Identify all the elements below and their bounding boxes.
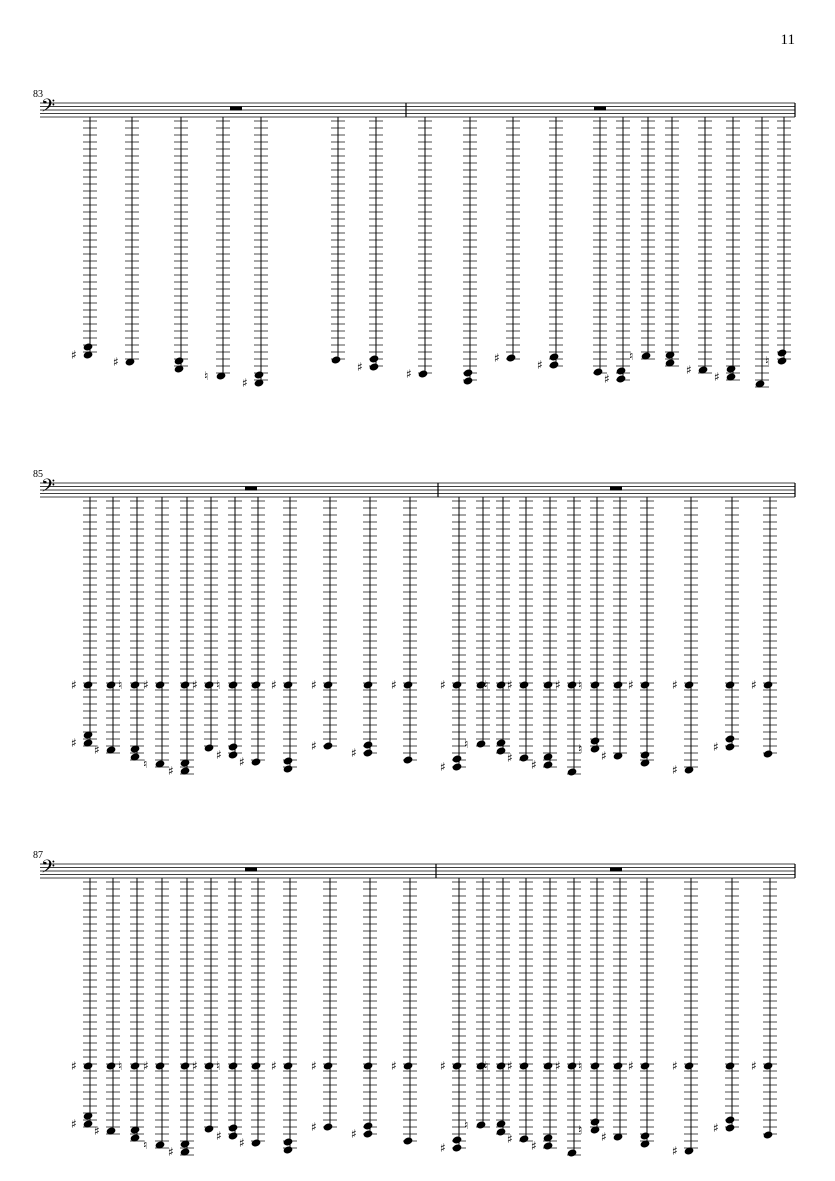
notehead <box>725 680 736 689</box>
sharp-icon: ♯ <box>113 355 119 369</box>
notehead <box>363 1061 374 1070</box>
notehead <box>777 356 788 365</box>
sharp-icon: ♯ <box>440 1141 446 1155</box>
sharp-icon: ♯ <box>71 736 77 750</box>
notehead <box>519 753 530 762</box>
notehead <box>763 1061 774 1070</box>
sharp-icon: ♯ <box>71 678 77 692</box>
whole-rest-icon <box>230 107 242 111</box>
notehead <box>640 680 651 689</box>
sharp-icon: ♯ <box>601 1130 607 1144</box>
natural-icon: ♮ <box>216 1059 221 1073</box>
notehead <box>452 1061 463 1070</box>
sharp-icon: ♯ <box>672 763 678 777</box>
natural-icon: ♮ <box>143 757 148 771</box>
notehead <box>452 1135 463 1144</box>
sharp-icon: ♯ <box>357 360 363 374</box>
notehead <box>590 736 601 745</box>
notehead <box>228 1131 239 1140</box>
notehead <box>613 1061 624 1070</box>
notehead <box>640 1061 651 1070</box>
notehead <box>543 1061 554 1070</box>
natural-icon: ♮ <box>578 742 583 756</box>
notehead <box>763 1130 774 1139</box>
notehead <box>130 1061 141 1070</box>
notehead <box>83 680 94 689</box>
notehead <box>567 1148 578 1157</box>
notehead <box>640 750 651 759</box>
notehead <box>363 748 374 757</box>
whole-rest-icon <box>610 868 622 872</box>
notehead <box>463 368 474 377</box>
notehead <box>363 680 374 689</box>
notehead <box>506 353 517 362</box>
sharp-icon: ♯ <box>440 760 446 774</box>
sharp-icon: ♯ <box>168 1145 174 1159</box>
sharp-icon: ♯ <box>351 746 357 760</box>
notehead <box>323 680 334 689</box>
sharp-icon: ♯ <box>192 678 198 692</box>
notehead <box>83 342 94 351</box>
notehead <box>204 743 215 752</box>
notehead <box>725 1115 736 1124</box>
notehead <box>403 680 414 689</box>
natural-icon: ♮ <box>118 678 123 692</box>
notehead <box>363 740 374 749</box>
measure-number: 87 <box>33 850 43 861</box>
notehead <box>251 1061 262 1070</box>
natural-icon: ♮ <box>578 1059 583 1073</box>
sharp-icon: ♯ <box>311 739 317 753</box>
notehead <box>228 742 239 751</box>
notehead <box>543 680 554 689</box>
page-number: 11 <box>780 32 795 48</box>
notehead <box>363 1129 374 1138</box>
notehead <box>519 1134 530 1143</box>
notehead <box>228 1123 239 1132</box>
notehead <box>204 1124 215 1133</box>
notehead <box>283 1145 294 1154</box>
notehead <box>228 750 239 759</box>
bass-clef-icon: 𝄢 <box>41 857 56 882</box>
sharp-icon: ♯ <box>71 1059 77 1073</box>
notehead <box>549 352 560 361</box>
natural-icon: ♮ <box>464 1118 469 1132</box>
sharp-icon: ♯ <box>713 740 719 754</box>
notehead <box>106 1061 117 1070</box>
notehead <box>418 369 429 378</box>
notehead <box>403 755 414 764</box>
notehead <box>283 1137 294 1146</box>
sharp-icon: ♯ <box>555 678 561 692</box>
notehead <box>567 1061 578 1070</box>
sharp-icon: ♯ <box>751 1059 757 1073</box>
sharp-icon: ♯ <box>216 748 222 762</box>
sharp-icon: ♯ <box>537 358 543 372</box>
notehead <box>543 760 554 769</box>
notehead <box>403 1136 414 1145</box>
sharp-icon: ♯ <box>351 1127 357 1141</box>
notehead <box>590 1117 601 1126</box>
natural-icon: ♮ <box>629 349 634 363</box>
sharp-icon: ♯ <box>168 764 174 778</box>
sharp-icon: ♯ <box>311 1059 317 1073</box>
notehead <box>590 1061 601 1070</box>
notehead <box>452 1143 463 1152</box>
notehead <box>283 764 294 773</box>
notehead <box>283 1061 294 1070</box>
notehead <box>106 680 117 689</box>
natural-icon: ♮ <box>484 1059 489 1073</box>
natural-icon: ♮ <box>204 369 209 383</box>
notehead <box>254 370 265 379</box>
measure-number: 85 <box>33 469 43 480</box>
sharp-icon: ♯ <box>94 743 100 757</box>
notehead <box>204 680 215 689</box>
sharp-icon: ♯ <box>672 678 678 692</box>
notehead <box>323 1122 334 1131</box>
sharp-icon: ♯ <box>601 749 607 763</box>
notehead <box>496 746 507 755</box>
notehead <box>519 1061 530 1070</box>
sharp-icon: ♯ <box>604 372 610 386</box>
notehead <box>228 680 239 689</box>
notehead <box>476 1120 487 1129</box>
sharp-icon: ♯ <box>71 1117 77 1131</box>
notehead <box>777 348 788 357</box>
sharp-icon: ♯ <box>507 751 513 765</box>
sharp-icon: ♯ <box>239 755 245 769</box>
notehead <box>725 1061 736 1070</box>
sharp-icon: ♯ <box>713 1121 719 1135</box>
notehead <box>613 680 624 689</box>
sharp-icon: ♯ <box>440 1059 446 1073</box>
notehead <box>463 376 474 385</box>
notehead <box>684 680 695 689</box>
sharp-icon: ♯ <box>143 1059 149 1073</box>
notehead <box>496 1127 507 1136</box>
sharp-icon: ♯ <box>391 678 397 692</box>
notehead <box>331 355 342 364</box>
sharp-icon: ♯ <box>239 1136 245 1150</box>
notehead <box>323 741 334 750</box>
natural-icon: ♮ <box>216 678 221 692</box>
notehead <box>251 680 262 689</box>
bass-clef-icon: 𝄢 <box>41 476 56 501</box>
notehead <box>180 680 191 689</box>
sharp-icon: ♯ <box>406 367 412 381</box>
natural-icon: ♮ <box>578 678 583 692</box>
sharp-icon: ♯ <box>686 363 692 377</box>
sharp-icon: ♯ <box>507 1059 513 1073</box>
notehead <box>369 354 380 363</box>
sharp-icon: ♯ <box>507 1132 513 1146</box>
sharp-icon: ♯ <box>192 1059 198 1073</box>
natural-icon: ♮ <box>464 737 469 751</box>
sharp-icon: ♯ <box>531 758 537 772</box>
sharp-icon: ♯ <box>242 376 248 390</box>
notehead <box>155 1061 166 1070</box>
whole-rest-icon <box>245 487 257 491</box>
sharp-icon: ♯ <box>507 678 513 692</box>
sharp-icon: ♯ <box>311 1120 317 1134</box>
natural-icon: ♮ <box>765 354 770 368</box>
notehead <box>593 367 604 376</box>
notehead <box>204 1061 215 1070</box>
notehead <box>496 1061 507 1070</box>
notehead <box>369 362 380 371</box>
notehead <box>567 680 578 689</box>
whole-rest-icon <box>245 868 257 872</box>
notehead <box>640 1131 651 1140</box>
notehead <box>323 1061 334 1070</box>
sharp-icon: ♯ <box>271 678 277 692</box>
notehead <box>725 1123 736 1132</box>
notehead <box>228 1061 239 1070</box>
notehead <box>496 680 507 689</box>
whole-rest-icon <box>610 487 622 491</box>
whole-rest-icon <box>594 107 606 111</box>
notehead <box>616 374 627 383</box>
sharp-icon: ♯ <box>311 678 317 692</box>
notehead <box>180 1061 191 1070</box>
notehead <box>452 754 463 763</box>
bass-clef-icon: 𝄢 <box>41 96 56 121</box>
notehead <box>283 680 294 689</box>
notehead <box>725 734 736 743</box>
sharp-icon: ♯ <box>714 370 720 384</box>
notehead <box>83 1061 94 1070</box>
notehead <box>174 356 185 365</box>
notehead <box>155 680 166 689</box>
natural-icon: ♮ <box>143 1138 148 1152</box>
notehead <box>725 742 736 751</box>
notehead <box>763 749 774 758</box>
notehead <box>543 1141 554 1150</box>
measure-number: 83 <box>33 89 43 100</box>
sharp-icon: ♯ <box>531 1139 537 1153</box>
sharp-icon: ♯ <box>143 678 149 692</box>
notehead <box>567 767 578 776</box>
notehead <box>519 680 530 689</box>
sharp-icon: ♯ <box>71 348 77 362</box>
notehead <box>684 1061 695 1070</box>
natural-icon: ♮ <box>484 678 489 692</box>
notehead <box>403 1061 414 1070</box>
sharp-icon: ♯ <box>271 1059 277 1073</box>
sharp-icon: ♯ <box>94 1124 100 1138</box>
notehead <box>251 757 262 766</box>
notehead <box>452 762 463 771</box>
notehead <box>363 1121 374 1130</box>
sharp-icon: ♯ <box>391 1059 397 1073</box>
sharp-icon: ♯ <box>440 678 446 692</box>
sharp-icon: ♯ <box>672 1144 678 1158</box>
notehead <box>476 739 487 748</box>
notehead <box>590 680 601 689</box>
notehead <box>763 680 774 689</box>
notehead <box>251 1138 262 1147</box>
notehead <box>130 680 141 689</box>
sharp-icon: ♯ <box>628 678 634 692</box>
sharp-icon: ♯ <box>494 351 500 365</box>
notehead <box>549 360 560 369</box>
sharp-icon: ♯ <box>555 1059 561 1073</box>
sharp-icon: ♯ <box>216 1129 222 1143</box>
notehead <box>452 680 463 689</box>
notehead <box>616 366 627 375</box>
sharp-icon: ♯ <box>751 678 757 692</box>
sharp-icon: ♯ <box>628 1059 634 1073</box>
natural-icon: ♮ <box>118 1059 123 1073</box>
natural-icon: ♮ <box>578 1123 583 1137</box>
notehead <box>283 756 294 765</box>
sharp-icon: ♯ <box>672 1059 678 1073</box>
